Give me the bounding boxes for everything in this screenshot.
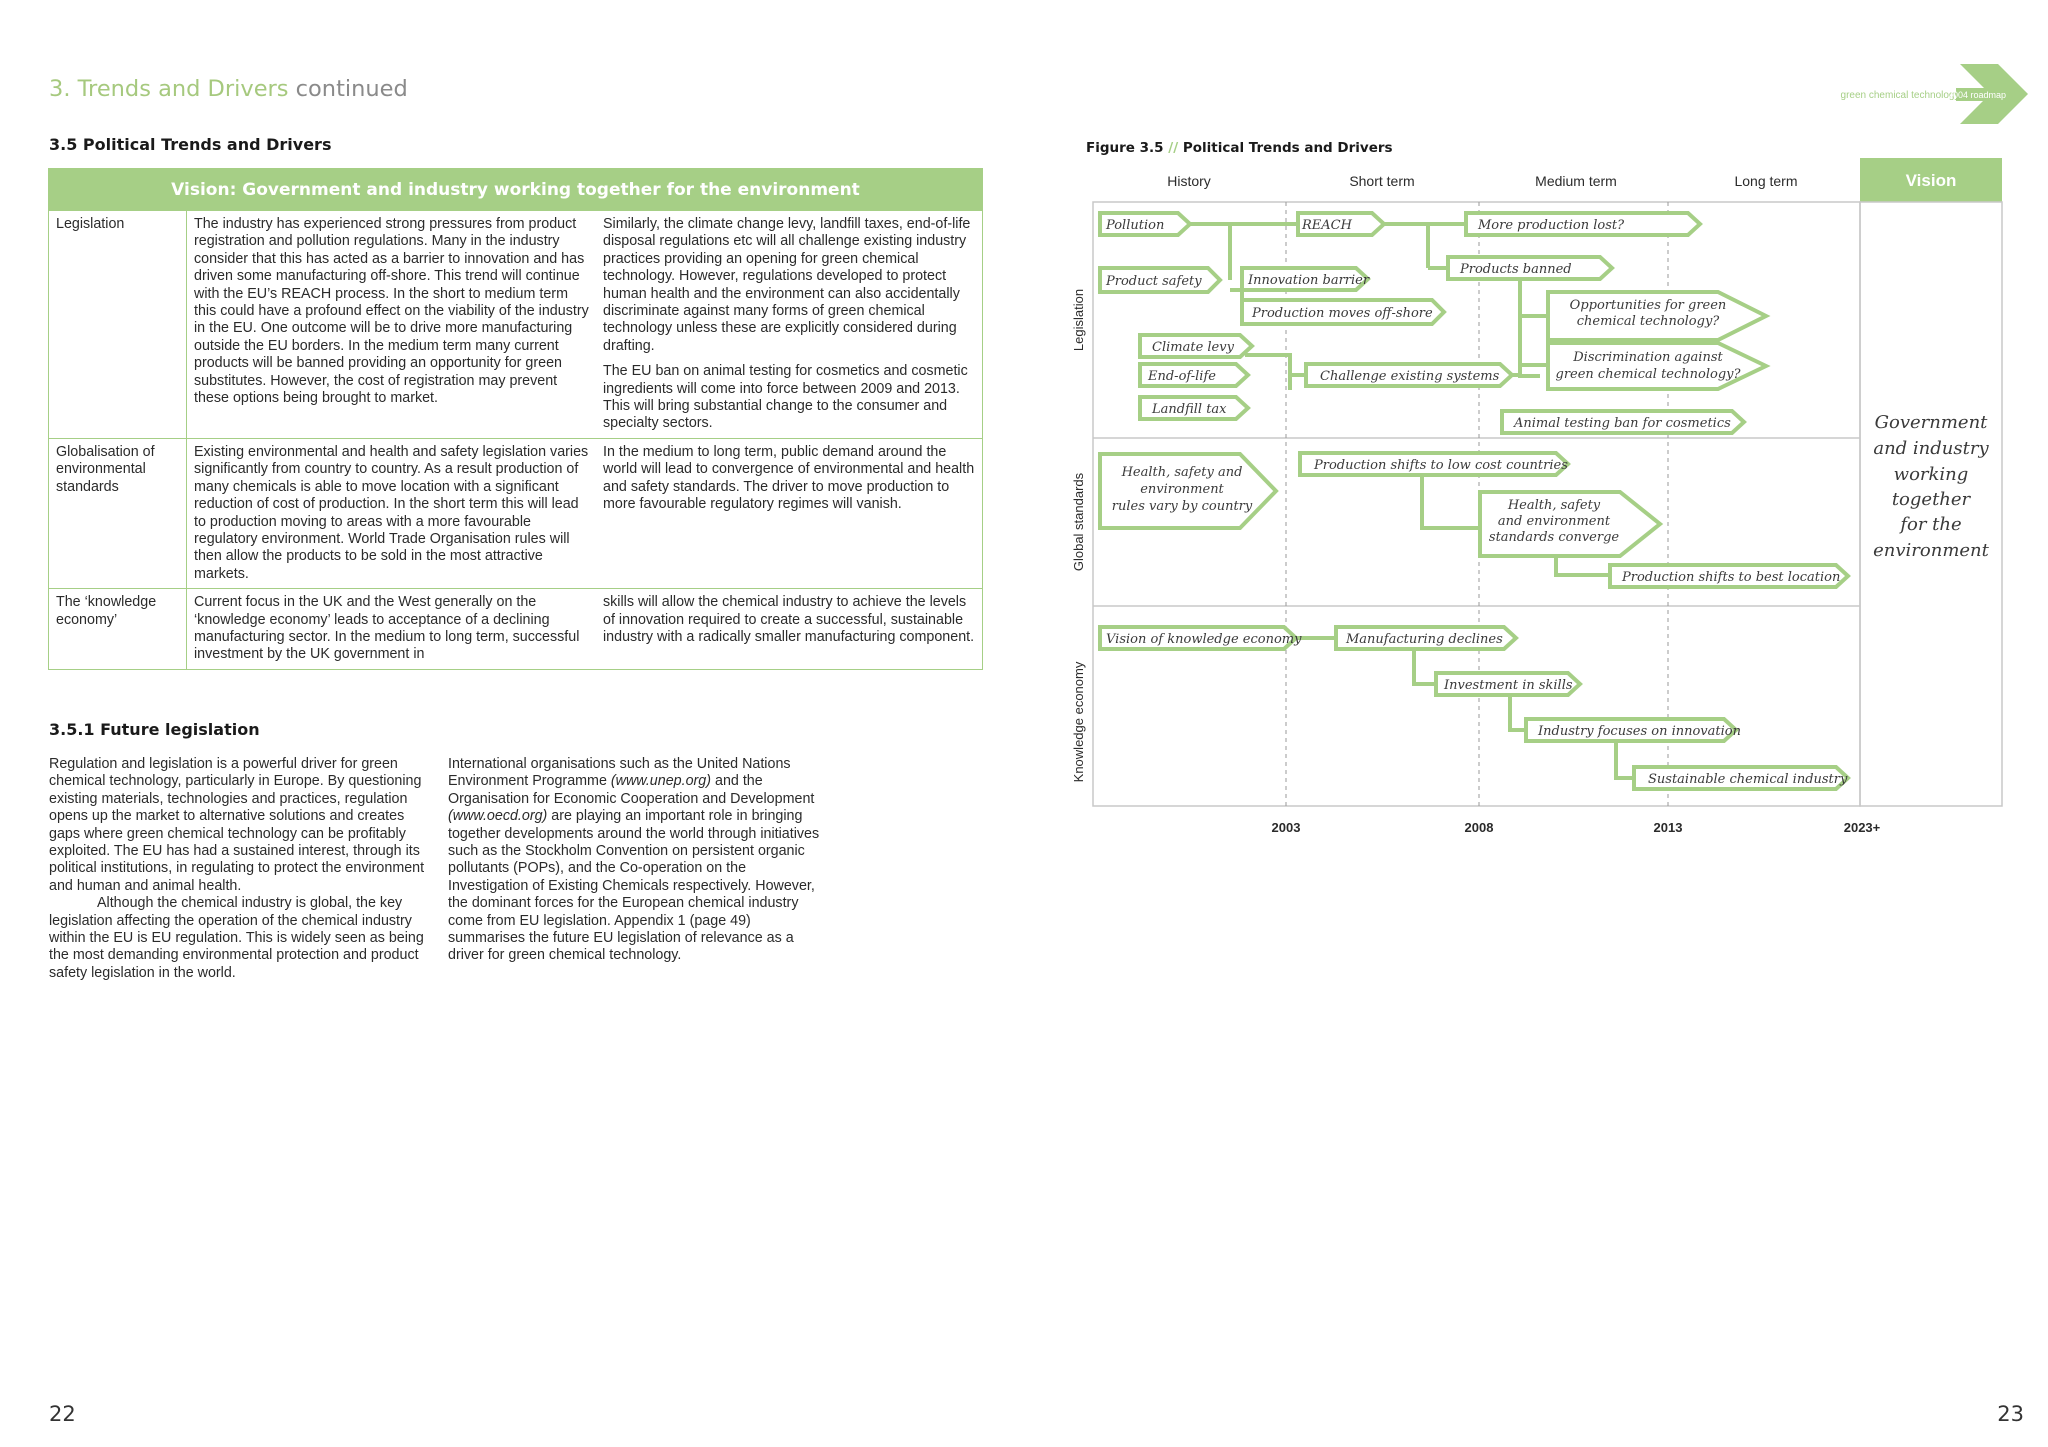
row-col1 [187, 439, 597, 588]
vision-text: together [1891, 489, 1971, 510]
arrow-label: Product safety [1106, 274, 1202, 289]
paragraph: skills will allow the chemical industry to achieve the levels of innovation required to create a successful, sustainable industry with a radically smaller manufacturing component. [603, 594, 975, 645]
paragraph: Current focus in the UK and the West generally on the ‘knowledge economy’ leads to acceptance of a declining manufacturing sector. In the medium to long term, successful investment by the UK government in [194, 594, 580, 663]
table-row [49, 211, 982, 438]
paragraph: Regulation and legislation is a powerful driver for green chemical technology, particularly in Europe. By questioning existing materials, technologies and practices, regulation opens up the market to alternative solutions and creates gaps where green chemical technology can be profitably exploited. The EU has had a sustained interest, through its political institutions, in regulating to protect the environment and human and animal health. [49, 756, 425, 894]
arrow-label: Investment in skills [1444, 678, 1573, 693]
vision-header: Vision [1905, 171, 1957, 190]
year-label: 2013 [1653, 820, 1683, 835]
vision-text: environment [1873, 540, 1989, 561]
arrow-label: Manufacturing declines [1346, 632, 1503, 647]
subsection-heading: 3.5 Political Trends and Drivers [49, 135, 332, 154]
row-label-knowledge-economy: Knowledge economy [1071, 661, 1086, 783]
arrow-label: green chemical technology? [1555, 367, 1741, 382]
paragraph [448, 756, 828, 965]
vision-text: and industry [1873, 438, 1989, 459]
page-number-right: 23 [1997, 1402, 2024, 1426]
row-col2 [597, 439, 982, 588]
row-label: Globalisation of environmental standards [49, 439, 187, 588]
arrow-label: environment [1140, 482, 1224, 497]
paragraph: The EU ban on animal testing for cosmetics and cosmetic ingredients will come into force between 2009 and 2013. This will bring substantial change to the consumer and specialty sectors. [603, 363, 968, 432]
arrow-label: Challenge existing systems [1320, 369, 1500, 384]
text-span: International organisations such as the United Nations Environment Programme [448, 756, 791, 790]
connector [1245, 355, 1306, 390]
table-row [49, 588, 982, 669]
arrow-label: End-of-life [1148, 369, 1216, 384]
row-label: The ‘knowledge economy’ [49, 589, 187, 669]
connector [1616, 742, 1634, 778]
arrow-label: Sustainable chemical industry [1648, 772, 1848, 787]
arrow-label: Landfill tax [1152, 402, 1227, 417]
arrow-label: Innovation barrier [1248, 273, 1370, 288]
arrow-label: Discrimination against [1573, 350, 1723, 365]
arrow-label: Industry focuses on innovation [1538, 724, 1741, 739]
vision-text: Government [1874, 412, 1988, 433]
year-label: 2003 [1271, 820, 1301, 835]
arrow-label: More production lost? [1478, 218, 1625, 233]
arrow-label: standards converge [1488, 530, 1620, 545]
arrow-label: chemical technology? [1576, 314, 1720, 329]
page-number-left: 22 [49, 1402, 76, 1426]
brand-tag: 2004 roadmap [1947, 90, 2007, 100]
roadmap-figure [1060, 150, 2036, 850]
header-short-term: Short term [1349, 173, 1415, 189]
arrow-label: Production shifts to best location [1622, 570, 1841, 585]
section-title [49, 76, 408, 102]
paragraph: Similarly, the climate change levy, landfill taxes, end-of-life disposal regulations etc will all challenge existing industry practices providing an opening for green chemical technology. However, regulations developed to protect human health and the environment can also accidentally discriminate against many forms of green chemical technology unless these are explicitly considered during drafting. [603, 216, 971, 354]
body-column-1 [49, 756, 429, 982]
oecd-link[interactable]: (www.oecd.org) [448, 808, 548, 825]
arrow-label: Climate levy [1152, 340, 1234, 355]
arrow-label: REACH [1302, 218, 1352, 233]
arrow-label: Health, safety [1507, 498, 1601, 513]
header-medium-term: Medium term [1535, 173, 1617, 189]
figure-caption: Political Trends and Drivers [1182, 140, 1393, 156]
connector [1510, 696, 1526, 730]
brand-name: green chemical technology [1840, 90, 1960, 101]
figure-label: Figure 3.5 [1086, 140, 1164, 156]
row-col1 [187, 589, 597, 669]
drivers-table [48, 168, 983, 670]
arrow-label: Vision of knowledge economy [1106, 632, 1302, 647]
year-label: 2023+ [1843, 820, 1881, 835]
arrow-label: Pollution [1106, 218, 1165, 233]
year-label: 2008 [1464, 820, 1494, 835]
header-history: History [1167, 173, 1211, 189]
unep-link[interactable]: (www.unep.org) [610, 773, 712, 790]
subsection-heading-2: 3.5.1 Future legislation [49, 720, 260, 739]
row-label: Legislation [49, 211, 187, 438]
body-column-2 [448, 756, 828, 965]
arrow-label: Production shifts to low cost countries [1314, 458, 1568, 473]
paragraph: Existing environmental and health and safety legislation varies significantly from country to country. As a result production of many chemicals is able to move location with a significant reduction of cost of production. In the short term this will lead to production moving to areas with a more favourable regulatory environment. World Trade Organisation rules will then allow the products to be sold in the most attractive markets. [194, 443, 589, 582]
arrow-label: and environment [1497, 514, 1611, 529]
section-title-main: 3. Trends and Drivers [49, 76, 289, 102]
table-row [49, 438, 982, 588]
brand-arrow-logo [1800, 62, 2030, 126]
vision-banner: Vision: Government and industry working together for the environment [49, 169, 982, 211]
arrow-label: Opportunities for green [1569, 298, 1727, 313]
row-label-legislation: Legislation [1071, 288, 1086, 352]
arrow-label: Products banned [1460, 262, 1572, 277]
arrow-label: Animal testing ban for cosmetics [1514, 416, 1731, 431]
vision-text: for the [1900, 514, 1962, 535]
vision-text: working [1893, 464, 1969, 485]
row-col2 [597, 211, 982, 438]
text-span: are playing an important role in bringing together developments around the world through initiatives such as the Stockholm Convention on persistent organic pollutants (POPs), and the Co-operation on the Investigation of Existing Chemicals respectively. However, the dominant forces for the European chemical industry come from EU legislation. Appendix 1 (page 49) summarises the future EU legislation of relevance as a driver for green chemical technology. [448, 808, 820, 964]
row-col1 [187, 211, 597, 438]
figure-slash: // [1168, 140, 1179, 156]
paragraph: Although the chemical industry is global, the key legislation affecting the operation of the chemical industry within the EU is EU regulation. This is widely seen as being the most demanding environmental protection and product safety legislation in the world. [49, 895, 424, 981]
arrow-label: rules vary by country [1111, 499, 1253, 514]
connector [1520, 268, 1540, 376]
connector [1414, 650, 1436, 684]
arrow-label: Health, safety and [1121, 465, 1243, 480]
row-label-global-standards: Global standards [1071, 472, 1086, 572]
header-long-term: Long term [1734, 173, 1798, 189]
row-col2 [597, 589, 982, 669]
text-span: and the Organisation for Economic Cooperation and Development [448, 773, 815, 807]
paragraph: The industry has experienced strong pressures from product registration and pollution regulations. Many in the industry consider that this has acted as a barrier to innovation and has driven some manufacturing off-shore. This trend will continue with the EU’s REACH process. In the short to medium term this could have a profound effect on the viability of the industry in the EU. One outcome will be to drive more manufacturing outside the EU borders. In the medium term many current products will be banned providing an opportunity for green substitutes. However, the cost of registration may prevent these options being brought to market. [194, 216, 589, 407]
arrow-label: Production moves off-shore [1252, 306, 1433, 321]
section-title-continued: continued [295, 76, 408, 102]
paragraph: In the medium to long term, public demand around the world will lead to convergence of environmental and health and safety standards. The driver to move production to more favourable regulatory regimes will vanish. [603, 443, 975, 513]
